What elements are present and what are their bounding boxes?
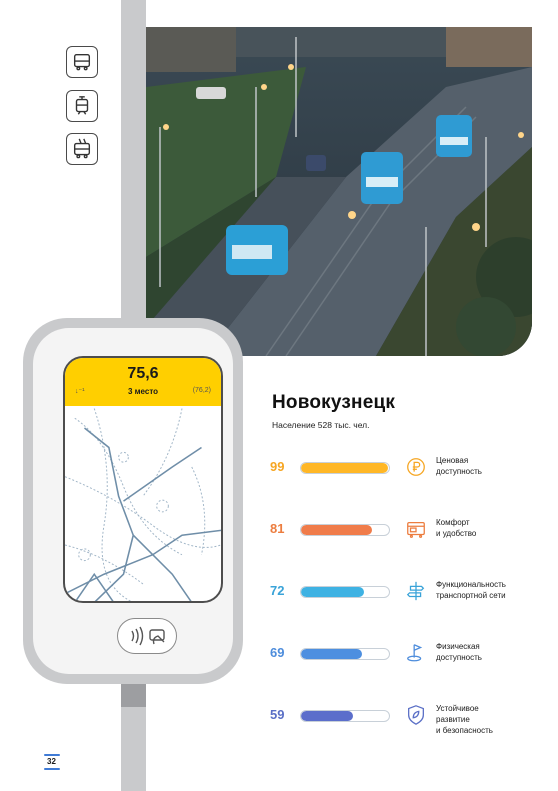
tram-icon [66, 90, 98, 122]
ticket-validator [23, 318, 243, 684]
rank-change: ↓⁻¹ [75, 388, 85, 395]
rating-row [270, 451, 540, 485]
rank-label: 3 место [127, 387, 159, 396]
rating-value: 72 [270, 583, 285, 598]
rating-row [270, 575, 540, 609]
rating-bar-fill [301, 525, 372, 535]
sign-pole [121, 0, 146, 345]
city-population: Население 528 тыс. чел. [272, 420, 370, 430]
rating-value: 81 [270, 521, 285, 536]
bus-icon [66, 46, 98, 78]
sign-pole-base [121, 683, 146, 791]
rating-bar-fill [301, 649, 362, 659]
rating-bar-fill [301, 587, 364, 597]
rating-label: Ценовая доступность [436, 456, 482, 476]
rating-bar [300, 586, 390, 598]
rating-value: 59 [270, 707, 285, 722]
ruble-coin-icon [405, 455, 427, 479]
rating-bar-fill [301, 463, 388, 473]
location-flag-icon [405, 641, 427, 665]
trolleybus-icon [66, 133, 98, 165]
nfc-reader[interactable] [117, 618, 177, 654]
contactless-payment-icon [124, 624, 170, 648]
rating-bar [300, 648, 390, 660]
score-panel [65, 358, 221, 406]
rating-bar [300, 462, 390, 474]
rating-label: Физическая доступность [436, 642, 482, 662]
validator-screen [63, 356, 223, 603]
rating-label: Комфорт и удобство [436, 518, 477, 538]
overall-score: 75,6 [127, 365, 159, 382]
rating-bar [300, 710, 390, 722]
page-number-decoration [44, 754, 60, 756]
city-street-photo [146, 27, 532, 356]
pole-clamp [121, 683, 146, 707]
road-junction-icon [405, 579, 427, 603]
city-name: Новокузнецк [272, 392, 396, 413]
rating-value: 69 [270, 645, 285, 660]
previous-score: (76,2) [192, 387, 211, 394]
bus-seat-icon [405, 517, 427, 541]
rating-row [270, 513, 540, 547]
rating-bar [300, 524, 390, 536]
city-network-map [65, 406, 221, 603]
rating-row [270, 699, 540, 733]
rating-row [270, 637, 540, 671]
page-number-decoration [44, 768, 60, 770]
rating-value: 99 [270, 459, 285, 474]
rating-label: Функциональность транспортной сети [436, 580, 506, 600]
shield-leaf-icon [405, 703, 427, 727]
validator-body [33, 328, 233, 674]
page-number: 32 [47, 757, 56, 766]
rating-bar-fill [301, 711, 353, 721]
rating-label: Устойчивое развитие и безопасность [436, 704, 493, 735]
